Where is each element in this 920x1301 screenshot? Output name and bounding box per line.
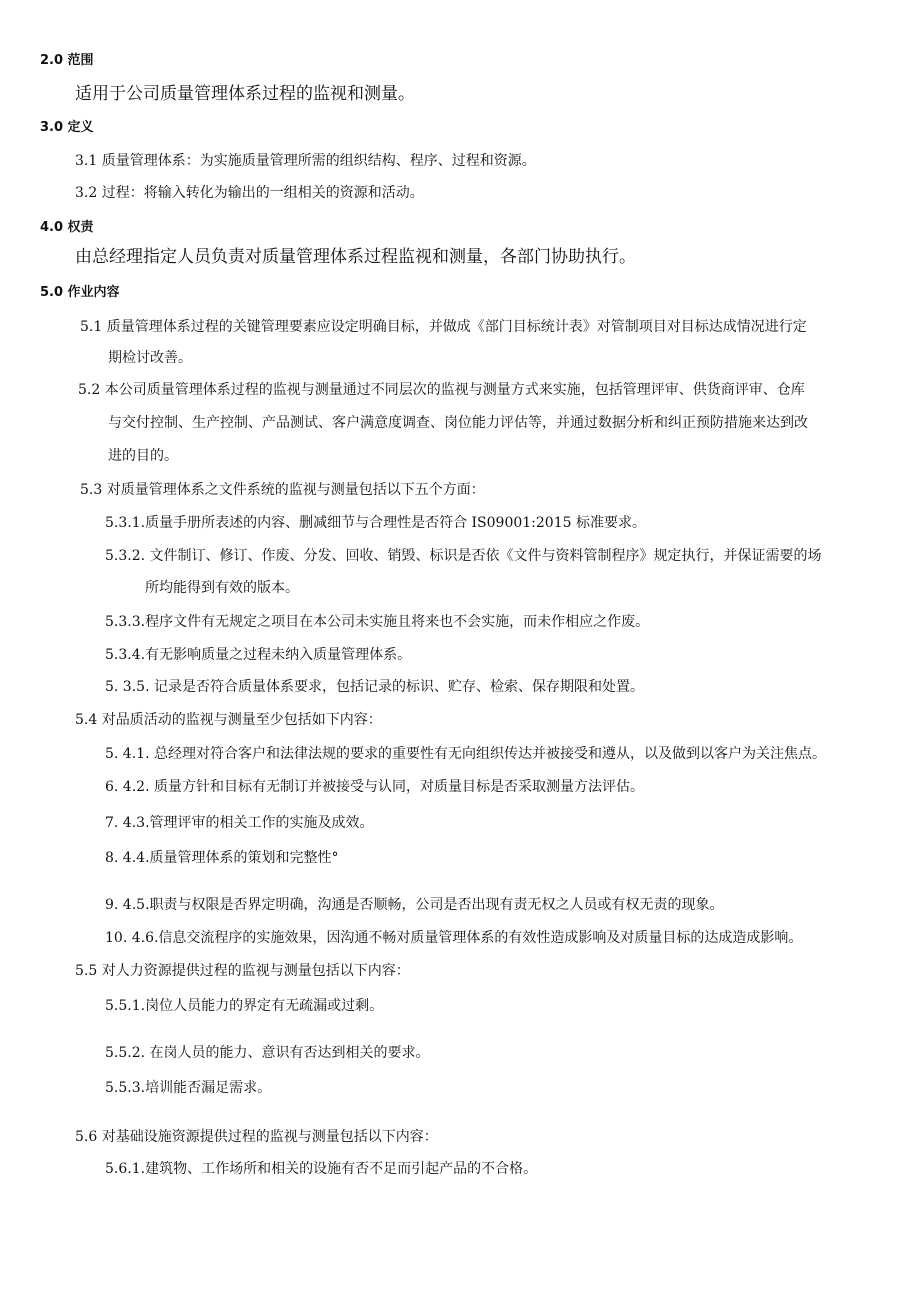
item-5-6: 5.6 对基础设施资源提供过程的监视与测量包括以下内容：	[75, 1129, 438, 1145]
item-5-3-2-line2: 所均能得到有效的版本。	[145, 580, 299, 596]
item-5-3: 5.3 对质量管理体系之文件系统的监视与测量包括以下五个方面：	[80, 482, 485, 498]
item-5-2-line1: 5.2 本公司质量管理体系过程的监视与测量通过不同层次的监视与测量方式来实施，包括管理评审、供货商评审、仓库	[78, 382, 805, 398]
item-5-4-6: 10. 4.6.信息交流程序的实施效果，因沟通不畅对质量管理体系的有效性造成影响及对质量目标的达成造成影响。	[105, 930, 803, 946]
definition-3-1: 3.1 质量管理体系：为实施质量管理所需的组织结构、程序、过程和资源。	[75, 153, 536, 169]
item-5-5-2: 5.5.2. 在岗人员的能力、意识有否达到相关的要求。	[105, 1045, 430, 1061]
item-5-2-line2: 与交付控制、生产控制、产品测试、客户满意度调查、岗位能力评估等，并通过数据分析和纠正预防措施来达到改	[108, 415, 808, 431]
item-5-3-4: 5.3.4.有无影响质量之过程未纳入质量管理体系。	[105, 647, 412, 663]
item-5-4-1: 5. 4.1. 总经理对符合客户和法律法规的要求的重要性有无向组织传达并被接受和遵从，以及做到以客户为关注焦点。	[105, 746, 826, 762]
item-5-4-3: 7. 4.3.管理评审的相关工作的实施及成效。	[105, 815, 374, 831]
item-5-3-2-line1: 5.3.2. 文件制订、修订、作废、分发、回收、销毁、标识是否依《文件与资料管制程序》规定执行，并保证需要的场	[105, 548, 822, 564]
item-5-5: 5.5 对人力资源提供过程的监视与测量包括以下内容：	[75, 963, 410, 979]
item-5-4-4: 8. 4.4.质量管理体系的策划和完整性°	[105, 850, 339, 866]
item-5-5-1: 5.5.1.岗位人员能力的界定有无疏漏或过剩。	[105, 998, 384, 1014]
item-5-3-5: 5. 3.5. 记录是否符合质量体系要求，包括记录的标识、贮存、检索、保存期限和处置。	[105, 679, 644, 695]
item-5-3-3: 5.3.3.程序文件有无规定之项目在本公司未实施且将来也不会实施，而未作相应之作废。	[105, 614, 650, 630]
heading-responsibility: 4.0 权责	[40, 220, 94, 235]
item-5-4: 5.4 对品质活动的监视与测量至少包括如下内容：	[75, 712, 382, 728]
item-5-1-line2: 期检讨改善。	[108, 350, 192, 366]
item-5-1-line1: 5.1 质量管理体系过程的关键管理要素应设定明确目标，并做成《部门目标统计表》对管制项目对目标达成情况进行定	[80, 319, 807, 335]
item-5-5-3: 5.5.3.培训能否漏足需求。	[105, 1080, 272, 1096]
heading-procedure: 5.0 作业内容	[40, 285, 120, 300]
heading-scope: 2.0 范围	[40, 53, 94, 68]
item-5-3-1: 5.3.1.质量手册所表述的内容、删减细节与合理性是否符合 IS09001:2015 标准要求。	[105, 515, 646, 531]
responsibility-text: 由总经理指定人员负责对质量管理体系过程监视和测量，各部门协助执行。	[75, 247, 636, 267]
item-5-4-5: 9. 4.5.职责与权限是否界定明确，沟通是否顺畅，公司是否出现有责无权之人员或有权无责的现象。	[105, 897, 724, 913]
definition-3-2: 3.2 过程：将输入转化为输出的一组相关的资源和活动。	[75, 185, 424, 201]
item-5-4-2: 6. 4.2. 质量方针和目标有无制订并被接受与认同，对质量目标是否采取测量方法评估。	[105, 779, 644, 795]
scope-text: 适用于公司质量管理体系过程的监视和测量。	[75, 84, 415, 104]
item-5-6-1: 5.6.1.建筑物、工作场所和相关的设施有否不足而引起产品的不合格。	[105, 1161, 538, 1177]
item-5-2-line3: 进的目的。	[108, 448, 178, 464]
heading-definitions: 3.0 定义	[40, 120, 94, 135]
